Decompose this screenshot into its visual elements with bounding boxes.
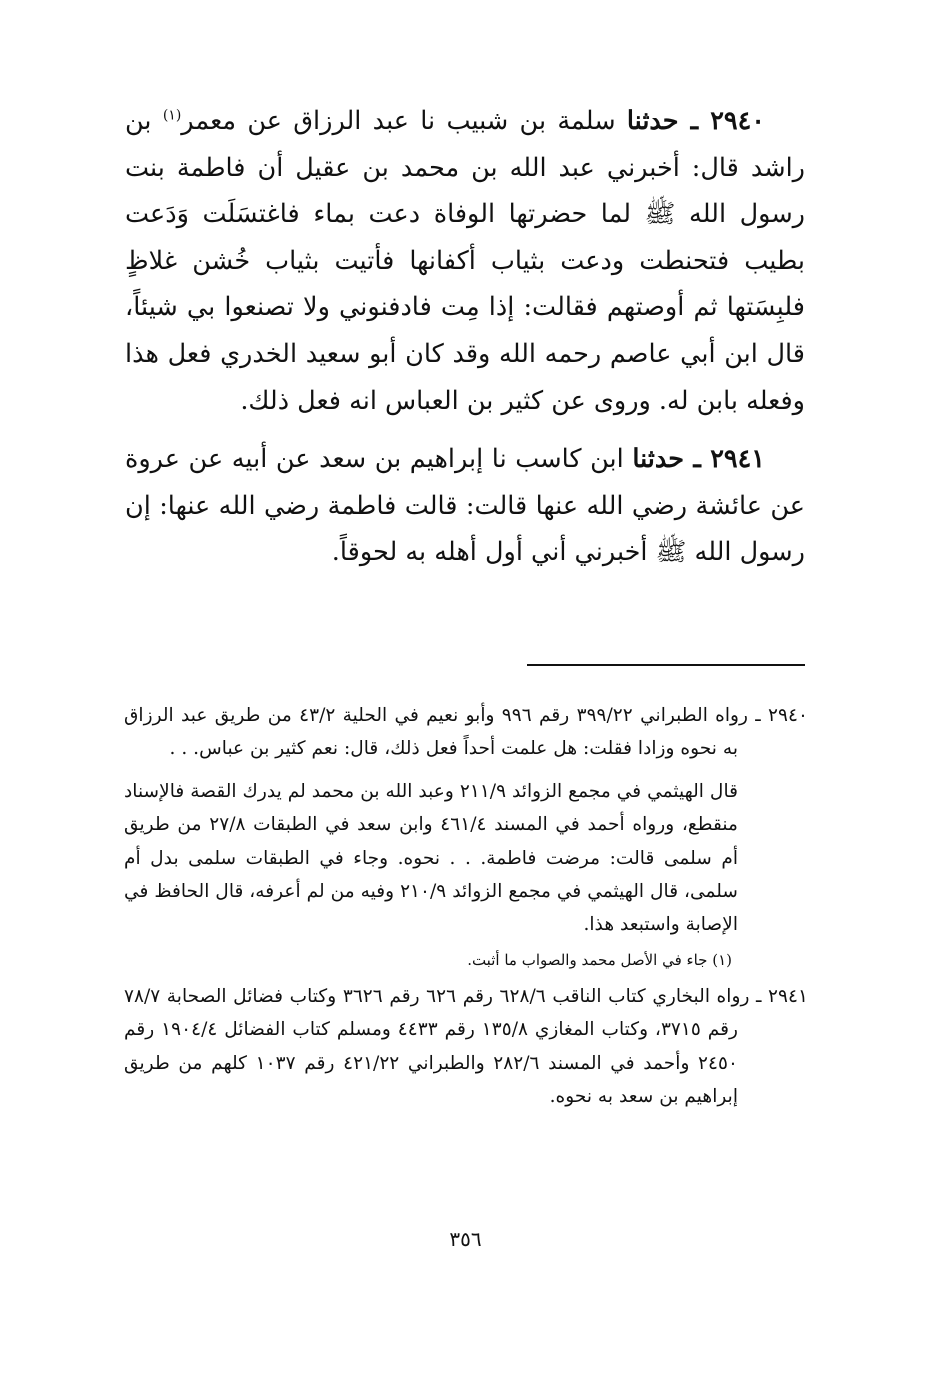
footnotes-section	[124, 699, 808, 1122]
hadith-2940	[125, 98, 805, 424]
note-label: ٢٩٤١ ـ	[749, 985, 808, 1007]
hadith-2941	[125, 436, 805, 576]
hadith-text-part-a: سلمة بن شبيب نا عبد الرزاق عن معمر	[181, 106, 627, 136]
footnote-reference: (١)	[162, 107, 182, 124]
hadith-text: ابن كاسب نا إبراهيم بن سعد عن أبيه عن عروة عن عائشة رضي الله عنها قالت: قالت فاطمة رضي الله عنها: إن رسول الله ﷺ أخبرني أني أول أهله به لحوقاً.	[125, 444, 805, 568]
note-2940-continuation: قال الهيثمي في مجمع الزوائد ٢١١/٩ وعبد الله بن محمد لم يدرك القصة فالإسناد منقطع، ورواه أحمد في المسند ٤٦١/٤ وابن سعد في الطبقات ٢٧/٨ من طريق أم سلمى قالت: مرضت فاطمة. . . نحوه. وجاء في الطبقات سلمى بدل أم سلمى، قال الهيثمي في مجمع الزوائد ٢١٠/٩ وفيه من لم أعرفه، قال الحافظ في الإصابة واستبعد هذا.	[124, 780, 739, 936]
footnote-1: (١) جاء في الأصل محمد والصواب ما أثبت.	[467, 950, 732, 969]
note-2940	[124, 699, 808, 766]
note-label: ٢٩٤٠ ـ	[748, 705, 808, 726]
page-number: ٣٥٦	[449, 1227, 482, 1251]
haddathana-word: حدثنا	[626, 106, 679, 136]
hadith-separator: ـ	[684, 444, 711, 475]
haddathana-word: حدثنا	[632, 444, 685, 475]
note-2941	[124, 980, 808, 1114]
note-text: رواه الطبراني ٣٩٩/٢٢ رقم ٩٩٦ وأبو نعيم في الحلية ٤٣/٢ من طريق عبد الرزاق به نحوه وزادا فقلت: هل علمت أحداً فعل ذلك، قال: نعم كثير بن عباس. . .	[124, 705, 749, 760]
hadith-separator: ـ	[678, 106, 711, 136]
hadith-text-part-b: بن راشد قال: أخبرني عبد الله بن محمد بن عقيل أن فاطمة بنت رسول الله ﷺ لما حضرتها الوفاة دعت بماء فاغتسَلَت وَدَعت بطيب فتحنطت ودعت بثياب أكفانها فأتيت بثياب خُشن غلاظٍ فلبِسَتها ثم أوصتهم فقالت: إذا مِت فادفنوني ولا تصنعوا بي شيئاً، قال ابن أبي عاصم رحمه الله وقد كان أبو سعيد الخدري فعل هذا وفعله بابن له. وروى عن كثير بن العباس انه فعل ذلك.	[125, 106, 805, 416]
hadith-number: ٢٩٤٠	[710, 106, 765, 136]
footnote-divider	[527, 664, 805, 666]
main-text	[125, 98, 805, 588]
hadith-number: ٢٩٤١	[710, 444, 765, 475]
note-text: رواه البخاري كتاب الناقب ٦٢٨/٦ رقم ٦٢٦ رقم ٣٦٢٦ وكتاب فضائل الصحابة ٧٨/٧ رقم ٣٧١٥، وكتاب المغازي ١٣٥/٨ رقم ٤٤٣٣ ومسلم كتاب الفضائل ١٩٠٤/٤ رقم ٢٤٥٠ وأحمد في المسند ٢٨٢/٦ والطبراني ٤٢١/٢٢ رقم ١٠٣٧ كلهم من طريق إبراهيم بن سعد به نحوه.	[124, 985, 750, 1108]
